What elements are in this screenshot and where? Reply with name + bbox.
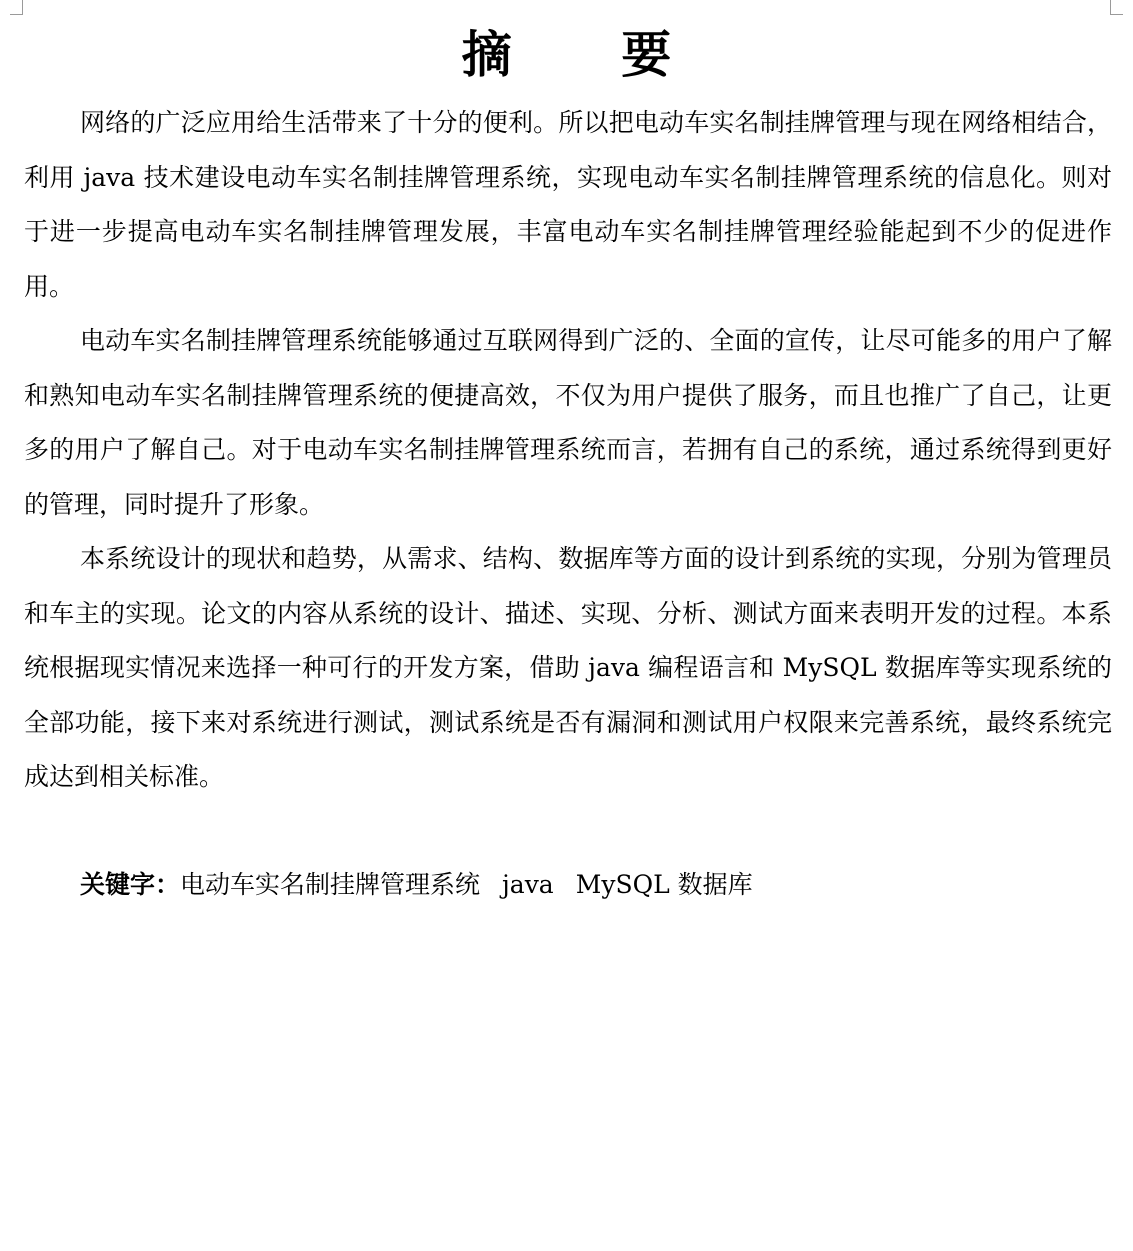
- keyword-item: java: [502, 870, 554, 899]
- page-title: 摘 要: [461, 26, 718, 84]
- keywords-line: [80, 858, 1112, 913]
- abstract-paragraph-1: 网络的广泛应用给生活带来了十分的便利。所以把电动车实名制挂牌管理与现在网络相结合，利用 java 技术建设电动车实名制挂牌管理系统，实现电动车实名制挂牌管理系统的信息化。则对于进一步提高电动车实名制挂牌管理发展，丰富电动车实名制挂牌管理经验能起到不少的促进作用。: [24, 108, 1112, 301]
- abstract-paragraph-2: 电动车实名制挂牌管理系统能够通过互联网得到广泛的、全面的宣传，让尽可能多的用户了解和熟知电动车实名制挂牌管理系统的便捷高效，不仅为用户提供了服务，而且也推广了自己，让更多的用户了解自己。对于电动车实名制挂牌管理系统而言，若拥有自己的系统，通过系统得到更好的管理，同时提升了形象。: [24, 326, 1112, 519]
- keyword-item: MySQL 数据库: [575, 870, 753, 899]
- abstract-paragraph-3: 本系统设计的现状和趋势，从需求、结构、数据库等方面的设计到系统的实现，分别为管理员和车主的实现。论文的内容从系统的设计、描述、实现、分析、测试方面来表明开发的过程。本系统根据现实情况来选择一种可行的开发方案，借助 java 编程语言和 MySQL 数据库等实现系统的全部功能，接下来对系统进行测试，测试系统是否有漏洞和测试用户权限来完善系统，最终系统完成达到相关标准。: [24, 544, 1112, 791]
- abstract-body: [24, 96, 1112, 805]
- crop-mark-top-right: [1110, 0, 1123, 15]
- keyword-item: 电动车实名制挂牌管理系统: [180, 870, 481, 899]
- crop-mark-top-left: [10, 0, 23, 15]
- keywords-label: 关键字：: [80, 870, 181, 899]
